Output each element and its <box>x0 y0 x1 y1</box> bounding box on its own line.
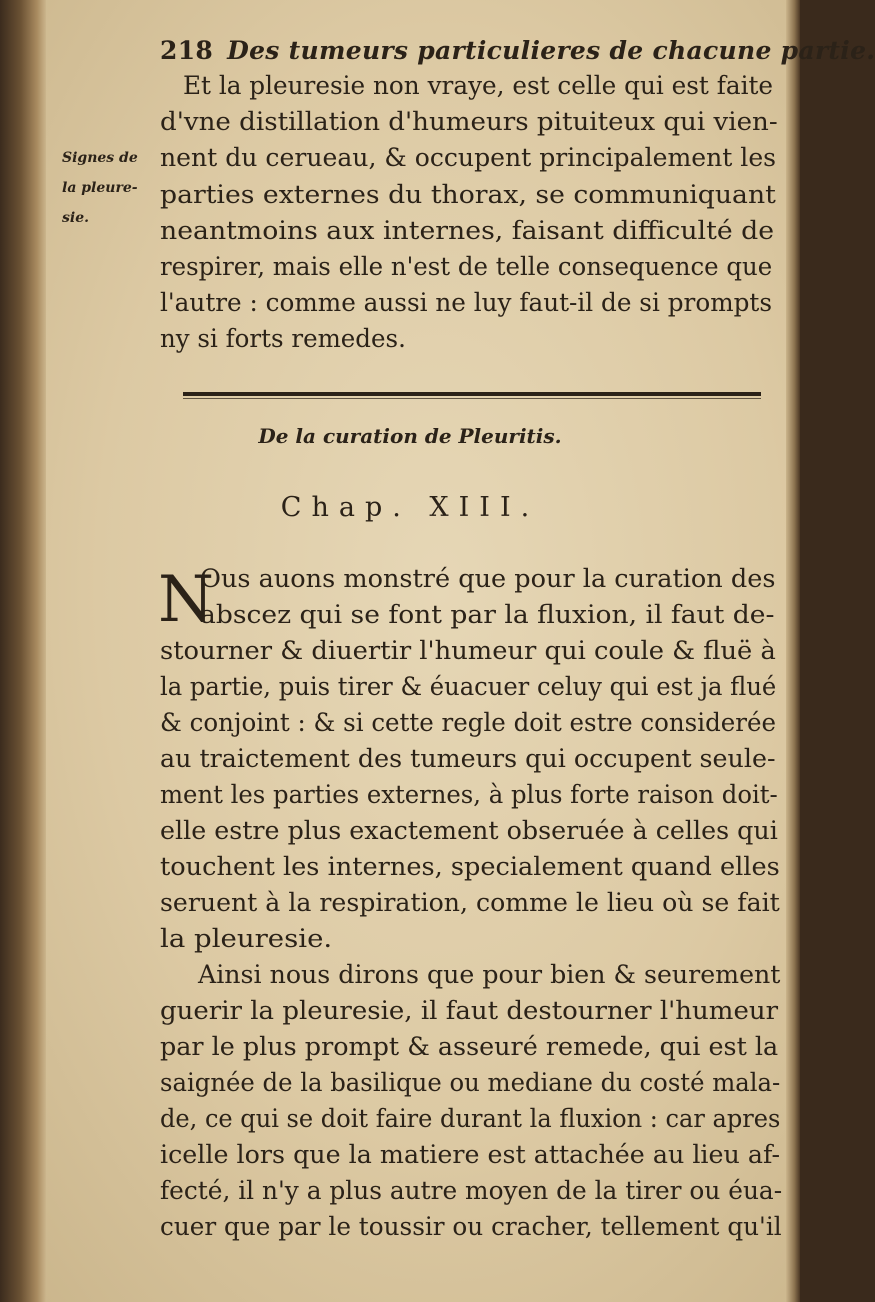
text-line: de, ce qui se doit faire durant la fluxion : car apres <box>160 1104 781 1134</box>
text-line: guerir la pleuresie, il faut destourner l'humeur <box>160 996 779 1026</box>
text-line: abscez qui se font par la fluxion, il faut de- <box>200 600 775 630</box>
text-line: cuer que par le toussir ou cracher, tellement qu'il <box>160 1212 782 1242</box>
text-line: par le plus prompt & asseuré remede, qui est la <box>160 1032 779 1062</box>
text-line: la partie, puis tirer & éuacuer celuy qui est ja flué <box>160 672 777 702</box>
text-line: seruent à la respiration, comme le lieu où se fait <box>160 888 780 918</box>
text-line: & conjoint : & si cette regle doit estre considerée <box>160 708 777 738</box>
text-line: touchent les internes, specialement quand elles <box>160 852 780 882</box>
text-line: neantmoins aux internes, faisant difficulté de <box>160 216 775 246</box>
text-line: fecté, il n'y a plus autre moyen de la tirer ou éua- <box>160 1176 783 1206</box>
text-line: d'vne distillation d'humeurs pituiteux qui vien- <box>160 107 778 137</box>
margin-note-line: Signes de <box>62 150 138 166</box>
text-line: parties externes du thorax, se communiquant <box>160 180 776 210</box>
binding-gutter <box>0 0 46 1302</box>
text-line: la pleuresie. <box>160 924 333 954</box>
text-line: Ainsi nous dirons que pour bien & seurement <box>198 960 781 990</box>
text-line: ment les parties externes, à plus forte raison doit- <box>160 780 778 810</box>
margin-note-line: la pleure- <box>62 180 138 196</box>
margin-note-line: sie. <box>62 210 89 226</box>
page-number: 218 <box>160 36 214 65</box>
text-line: saignée de la basilique ou mediane du costé mala- <box>160 1068 781 1098</box>
running-header <box>160 36 875 65</box>
page-edge <box>786 0 800 1302</box>
chapter-heading: Chap. XIII. <box>280 492 540 523</box>
section-title: De la curation de Pleuritis. <box>258 424 562 448</box>
text-line: nent du cerueau, & occupent principalement les <box>160 143 777 173</box>
text-line: respirer, mais elle n'est de telle consequence que <box>160 252 773 282</box>
text-line: Et la pleuresie non vraye, est celle qui est faite <box>183 71 774 101</box>
text-line: stourner & diuertir l'humeur qui coule & fluë à <box>160 636 776 666</box>
text-line: au traictement des tumeurs qui occupent seule- <box>160 744 776 774</box>
text-line: elle estre plus exactement obseruée à celles qui <box>160 816 778 846</box>
section-divider-thin <box>183 398 761 399</box>
text-line: ny si forts remedes. <box>160 324 406 354</box>
text-line: Ous auons monstré que pour la curation des <box>200 564 776 594</box>
text-line: l'autre : comme aussi ne luy faut-il de si prompts <box>160 288 773 318</box>
text-line: icelle lors que la matiere est attachée au lieu af- <box>160 1140 781 1170</box>
section-divider <box>183 392 761 396</box>
running-title: Des tumeurs particulieres de chacune partie. <box>227 36 875 65</box>
drop-cap: N <box>158 563 214 637</box>
